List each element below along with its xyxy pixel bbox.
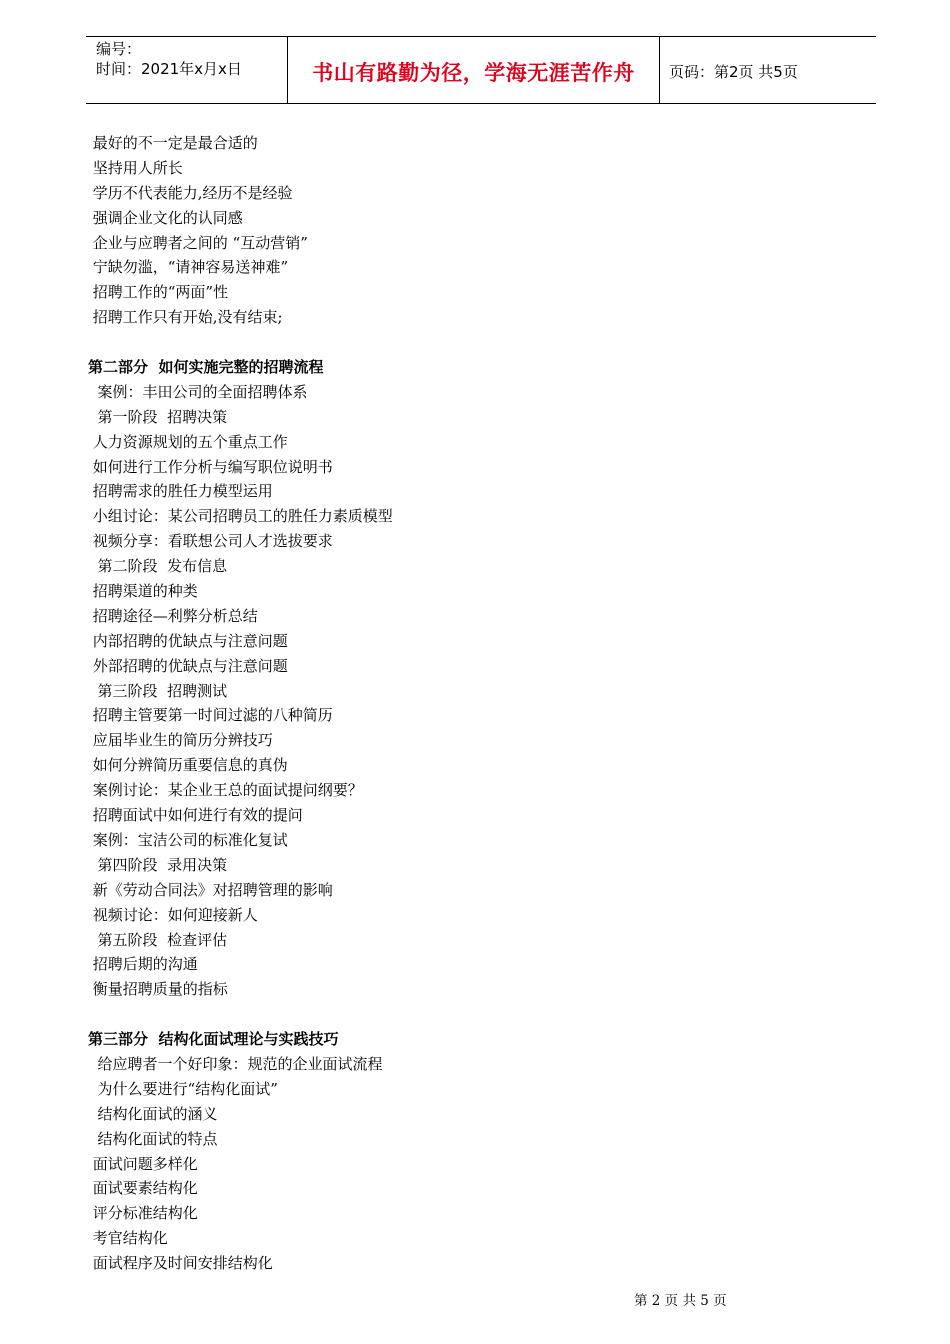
body-line: 第二阶段 发布信息	[88, 557, 228, 576]
body-line: 结构化面试的涵义	[88, 1104, 218, 1123]
header-meta-cell	[86, 37, 288, 103]
body-line: 第五阶段 检查评估	[88, 930, 228, 949]
body-line: 招聘工作只有开始,没有结束;	[88, 308, 283, 327]
body-line: 应届毕业生的简历分辨技巧	[88, 731, 273, 750]
body-line: 强调企业文化的认同感	[88, 208, 243, 227]
blank-line	[88, 1002, 848, 1027]
body-line: 如何分辨简历重要信息的真伪	[88, 756, 288, 775]
body-line: 面试要素结构化	[88, 1179, 198, 1198]
body-line: 招聘后期的沟通	[88, 955, 198, 974]
date-label: 时间：2021年x月x日	[96, 60, 242, 78]
document-body	[88, 131, 848, 1276]
body-line: 视频讨论：如何迎接新人	[88, 905, 258, 924]
body-line: 面试问题多样化	[88, 1154, 198, 1173]
body-line: 视频分享：看联想公司人才选拔要求	[88, 532, 333, 551]
body-line: 内部招聘的优缺点与注意问题	[88, 631, 288, 650]
body-line: 考官结构化	[88, 1229, 168, 1248]
body-line: 评分标准结构化	[88, 1204, 198, 1223]
body-line: 招聘渠道的种类	[88, 582, 198, 601]
body-line: 第一阶段 招聘决策	[88, 407, 228, 426]
body-line: 衡量招聘质量的指标	[88, 980, 228, 999]
serial-number-label: 编号：	[96, 40, 142, 58]
body-line: 招聘需求的胜任力模型运用	[88, 482, 273, 501]
page-footer: 第 2 页 共 5 页	[634, 1293, 727, 1309]
body-line: 招聘主管要第一时间过滤的八种简历	[88, 706, 333, 725]
body-line: 人力资源规划的五个重点工作	[88, 432, 288, 451]
body-line: 宁缺勿滥，“请神容易送神难”	[88, 258, 289, 277]
body-line: 为什么要进行“结构化面试”	[88, 1079, 278, 1098]
body-line: 案例：宝洁公司的标准化复试	[88, 830, 288, 849]
body-line: 最好的不一定是最合适的	[88, 134, 258, 152]
body-line: 给应聘者一个好印象：规范的企业面试流程	[88, 1054, 383, 1073]
body-line: 第四阶段 录用决策	[88, 855, 228, 874]
body-line: 招聘面试中如何进行有效的提问	[88, 806, 303, 825]
page-header	[86, 36, 876, 104]
body-line: 招聘工作的“两面”性	[88, 283, 229, 302]
body-line: 外部招聘的优缺点与注意问题	[88, 656, 288, 675]
body-line: 新《劳动合同法》对招聘管理的影响	[88, 880, 333, 899]
blank-line	[88, 330, 848, 355]
body-line: 如何进行工作分析与编写职位说明书	[88, 457, 333, 476]
header-motto: 书山有路勤为径，学海无涯苦作舟	[288, 37, 660, 103]
section-heading: 第三部分 结构化面试理论与实践技巧	[88, 1030, 339, 1049]
body-line: 案例讨论：某企业王总的面试提问纲要？	[88, 781, 363, 800]
body-line: 第三阶段 招聘测试	[88, 681, 228, 700]
body-line: 案例：丰田公司的全面招聘体系	[88, 382, 308, 401]
body-line: 学历不代表能力,经历不是经验	[88, 183, 293, 202]
body-line: 企业与应聘者之间的 “互动营销”	[88, 233, 308, 252]
header-page-info: 页码：第2页 共5页	[669, 62, 798, 81]
body-line: 招聘途径—利弊分析总结	[88, 606, 258, 625]
body-line: 结构化面试的特点	[88, 1129, 218, 1148]
body-line: 面试程序及时间安排结构化	[88, 1254, 273, 1273]
body-line: 坚持用人所长	[88, 158, 183, 177]
section-heading: 第二部分 如何实施完整的招聘流程	[88, 358, 324, 377]
body-line: 小组讨论：某公司招聘员工的胜任力素质模型	[88, 507, 393, 526]
